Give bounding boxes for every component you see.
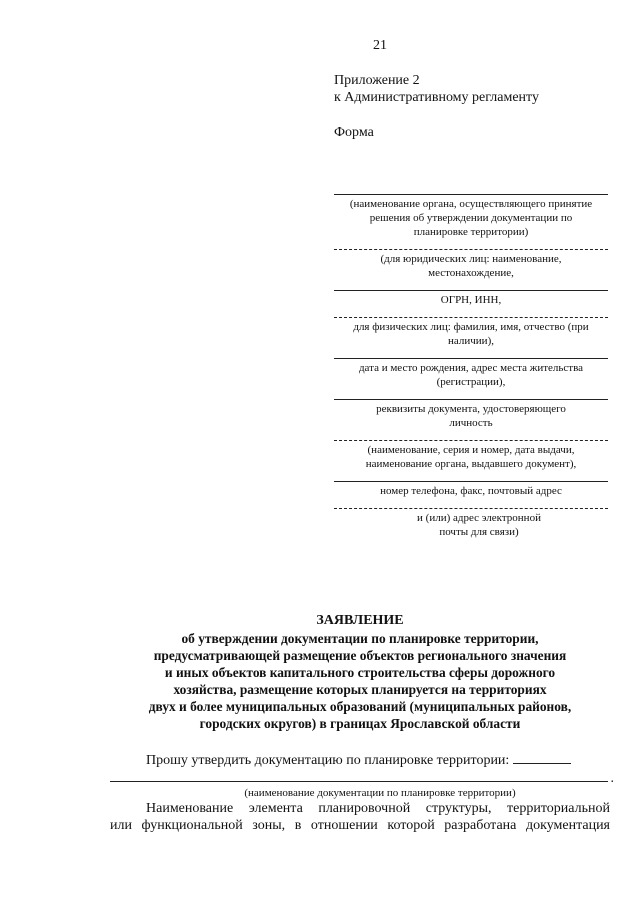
field-1-caption: (наименование органа, осуществляющего принятие решения об утверждении документации по планировке территории) xyxy=(349,198,593,238)
appendix-title: Приложение 2 xyxy=(334,73,420,88)
planning-element-text: Наименование элемента планировочной структуры, территориальной xyxy=(146,801,610,816)
field-3-caption: ОГРН, ИНН, xyxy=(440,294,502,306)
page-number: 21 xyxy=(373,38,387,53)
field-9-caption: и (или) адрес электронной почты для связи) xyxy=(417,512,541,538)
field-7-caption: (наименование, серия и номер, дата выдачи, наименование органа, выдавшего документ), xyxy=(365,444,577,470)
form-label: Форма xyxy=(334,125,374,140)
request-first-line xyxy=(110,751,610,769)
request-text: Прошу утвердить документацию по планировке территории: xyxy=(146,753,510,768)
planning-element-text-cont: или функциональной зоны, в отношении которой разработана документация xyxy=(110,818,610,833)
applicant-fields xyxy=(334,190,608,539)
statement-subtitle-line: городских округов) в границах Ярославской области xyxy=(199,716,521,731)
statement-title xyxy=(80,612,640,732)
statement-subtitle-line: двух и более муниципальных образований (муниципальных районов, xyxy=(148,699,572,714)
documentation-name-line[interactable]: . xyxy=(110,781,608,782)
field-8-caption: номер телефона, факс, почтовый адрес xyxy=(380,485,562,497)
appendix-header xyxy=(334,72,539,106)
appendix-reference: к Административному регламенту xyxy=(334,90,539,105)
documentation-name-field[interactable] xyxy=(513,751,571,764)
statement-subtitle-line: об утверждении документации по планировке территории, xyxy=(181,631,539,646)
field-4-caption: для физических лиц: фамилия, имя, отчество (при наличии), xyxy=(353,321,589,347)
statement-heading: ЗАЯВЛЕНИЕ xyxy=(316,613,404,628)
statement-subtitle-line: и иных объектов капитального строительства сферы дорожного xyxy=(164,665,556,680)
documentation-name-caption: (наименование документации по планировке территории) xyxy=(244,787,516,799)
statement-subtitle-line: хозяйства, размещение которых планируется на территориях xyxy=(173,682,547,697)
field-6-caption: реквизиты документа, удостоверяющего личность xyxy=(376,403,566,429)
field-2-caption: (для юридических лиц: наименование, местонахождение, xyxy=(380,253,562,279)
field-5-caption: дата и место рождения, адрес места жительства (регистрации), xyxy=(358,362,584,388)
statement-subtitle-line: предусматривающей размещение объектов регионального значения xyxy=(153,648,567,663)
request-section xyxy=(110,751,614,834)
